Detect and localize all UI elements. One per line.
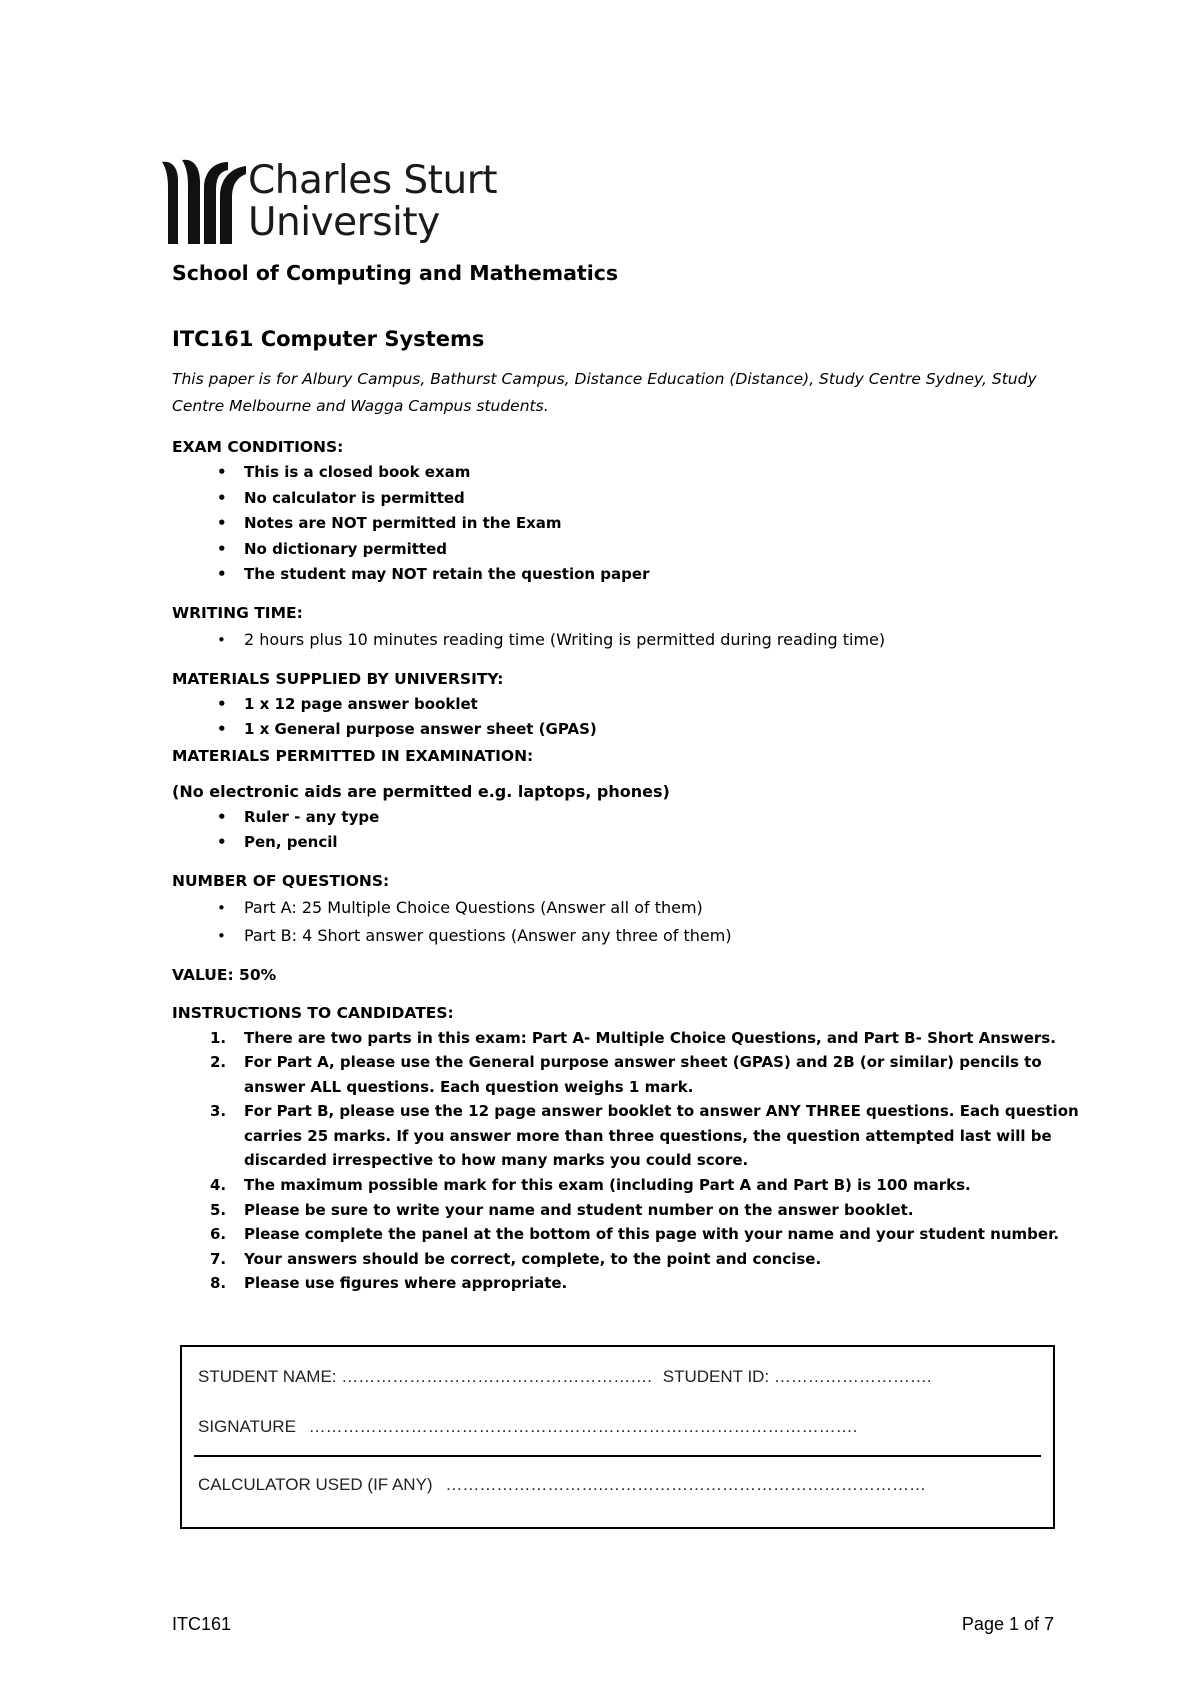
- list-item: • No calculator is permitted: [172, 486, 1092, 512]
- list-item: 8. Please use figures where appropriate.: [210, 1274, 568, 1293]
- student-id-label: STUDENT ID:: [662, 1367, 770, 1386]
- writing-time-list: [172, 626, 1092, 654]
- section-heading: INSTRUCTIONS TO CANDIDATES:: [172, 1003, 454, 1022]
- calculator-label: CALCULATOR USED (IF ANY): [198, 1475, 433, 1494]
- bullet-icon: •: [217, 694, 227, 713]
- exam-conditions-section: [172, 434, 1092, 588]
- bullet-icon: •: [217, 833, 227, 851]
- bullet-icon: •: [217, 807, 227, 826]
- materials-permitted-note: (No electronic aids are permitted e.g. laptops, phones): [172, 781, 670, 801]
- exam-details: [172, 258, 1092, 1296]
- section-heading: MATERIALS PERMITTED IN EXAMINATION:: [172, 746, 534, 765]
- bullet-icon: •: [217, 898, 226, 917]
- list-item: • 2 hours plus 10 minutes reading time (Writing is permitted during reading time): [172, 626, 1092, 654]
- student-name-row: [198, 1367, 932, 1387]
- list-item: 1. There are two parts in this exam: Part A- Multiple Choice Questions, and Part B- Short Answers.: [210, 1028, 1056, 1047]
- list-item: • Part A: 25 Multiple Choice Questions (Answer all of them): [172, 894, 1092, 922]
- course-title: ITC161 Computer Systems: [172, 327, 485, 351]
- signature-label: SIGNATURE: [198, 1417, 296, 1436]
- paper-audience: This paper is for Albury Campus, Bathurst Campus, Distance Education (Distance), Study Centre Sydney, Study Centre Melbourne and Wagga Campus students.: [172, 370, 1037, 415]
- materials-supplied-section: [172, 666, 1092, 743]
- footer-page-number: Page 1 of 7: [961, 1614, 1054, 1634]
- list-item: • The student may NOT retain the question paper: [172, 562, 1092, 588]
- bullet-icon: •: [217, 539, 227, 558]
- exam-conditions-list: [172, 460, 1092, 588]
- student-id-field[interactable]: ……………………….: [773, 1367, 932, 1386]
- list-item: • Pen, pencil: [172, 830, 1092, 856]
- number-of-questions-list: [172, 894, 1092, 950]
- student-details-panel: [180, 1345, 1055, 1529]
- list-item: • 1 x General purpose answer sheet (GPAS): [172, 717, 1092, 743]
- bullet-icon: •: [217, 565, 227, 583]
- list-item: 5. Please be sure to write your name and student number on the answer booklet.: [210, 1200, 914, 1219]
- list-item: • 1 x 12 page answer booklet: [172, 692, 1092, 718]
- list-item: 2. For Part A, please use the General purpose answer sheet (GPAS) and 2B (or similar) pencils to answer ALL questions. Each question weighs 1 mark.: [210, 1053, 1042, 1096]
- section-heading: EXAM CONDITIONS:: [172, 438, 344, 456]
- panel-divider: [194, 1455, 1041, 1457]
- materials-permitted-list: [172, 805, 1092, 856]
- instructions-section: [172, 1000, 1092, 1297]
- school-name: School of Computing and Mathematics: [172, 261, 619, 285]
- list-item: 4. The maximum possible mark for this exam (including Part A and Part B) is 100 marks.: [210, 1176, 971, 1195]
- instructions-list: [172, 1026, 1092, 1297]
- number-of-questions-section: [172, 868, 1092, 950]
- list-item: • Ruler - any type: [172, 805, 1092, 831]
- list-item: • Part B: 4 Short answer questions (Answer any three of them): [172, 922, 1092, 950]
- bullet-icon: •: [217, 488, 227, 507]
- bullet-icon: •: [217, 720, 227, 738]
- student-name-field[interactable]: ……………………………………………….: [341, 1367, 653, 1386]
- section-heading: NUMBER OF QUESTIONS:: [172, 871, 390, 890]
- bullet-icon: •: [217, 463, 227, 481]
- logo-wordmark: [248, 160, 497, 244]
- list-item: • Notes are NOT permitted in the Exam: [172, 511, 1092, 537]
- exam-value: VALUE: 50%: [172, 965, 277, 984]
- materials-permitted-section: [172, 743, 1092, 856]
- logo-mark-icon: [158, 158, 250, 248]
- list-item: 3. For Part B, please use the 12 page answer booklet to answer ANY THREE questions. Each question carries 25 marks. If you answer more than three questions, the question attempted last will be discarded irrespective to how many marks you could score.: [210, 1102, 1079, 1170]
- bullet-icon: •: [217, 514, 227, 532]
- student-name-label: STUDENT NAME:: [198, 1367, 337, 1386]
- footer-course-code: ITC161: [172, 1614, 232, 1634]
- signature-row: [198, 1417, 857, 1437]
- materials-supplied-list: [172, 692, 1092, 743]
- list-item: • This is a closed book exam: [172, 460, 1092, 486]
- calculator-field[interactable]: ……………………….…………………………………………………: [445, 1475, 927, 1494]
- logo-line-1: Charles Sturt: [248, 158, 498, 203]
- section-heading: MATERIALS SUPPLIED BY UNIVERSITY:: [172, 669, 504, 688]
- bullet-icon: •: [217, 926, 226, 945]
- calculator-row: [198, 1475, 926, 1495]
- signature-field[interactable]: …………………………………………………………………………………….: [308, 1417, 858, 1436]
- writing-time-section: [172, 600, 1092, 654]
- list-item: 6. Please complete the panel at the bottom of this page with your name and your student number.: [210, 1225, 1060, 1244]
- list-item: • No dictionary permitted: [172, 537, 1092, 563]
- university-logo: [158, 158, 508, 250]
- logo-line-2: University: [248, 200, 440, 245]
- bullet-icon: •: [217, 630, 226, 649]
- list-item: 7. Your answers should be correct, complete, to the point and concise.: [210, 1249, 822, 1268]
- section-heading: WRITING TIME:: [172, 603, 303, 622]
